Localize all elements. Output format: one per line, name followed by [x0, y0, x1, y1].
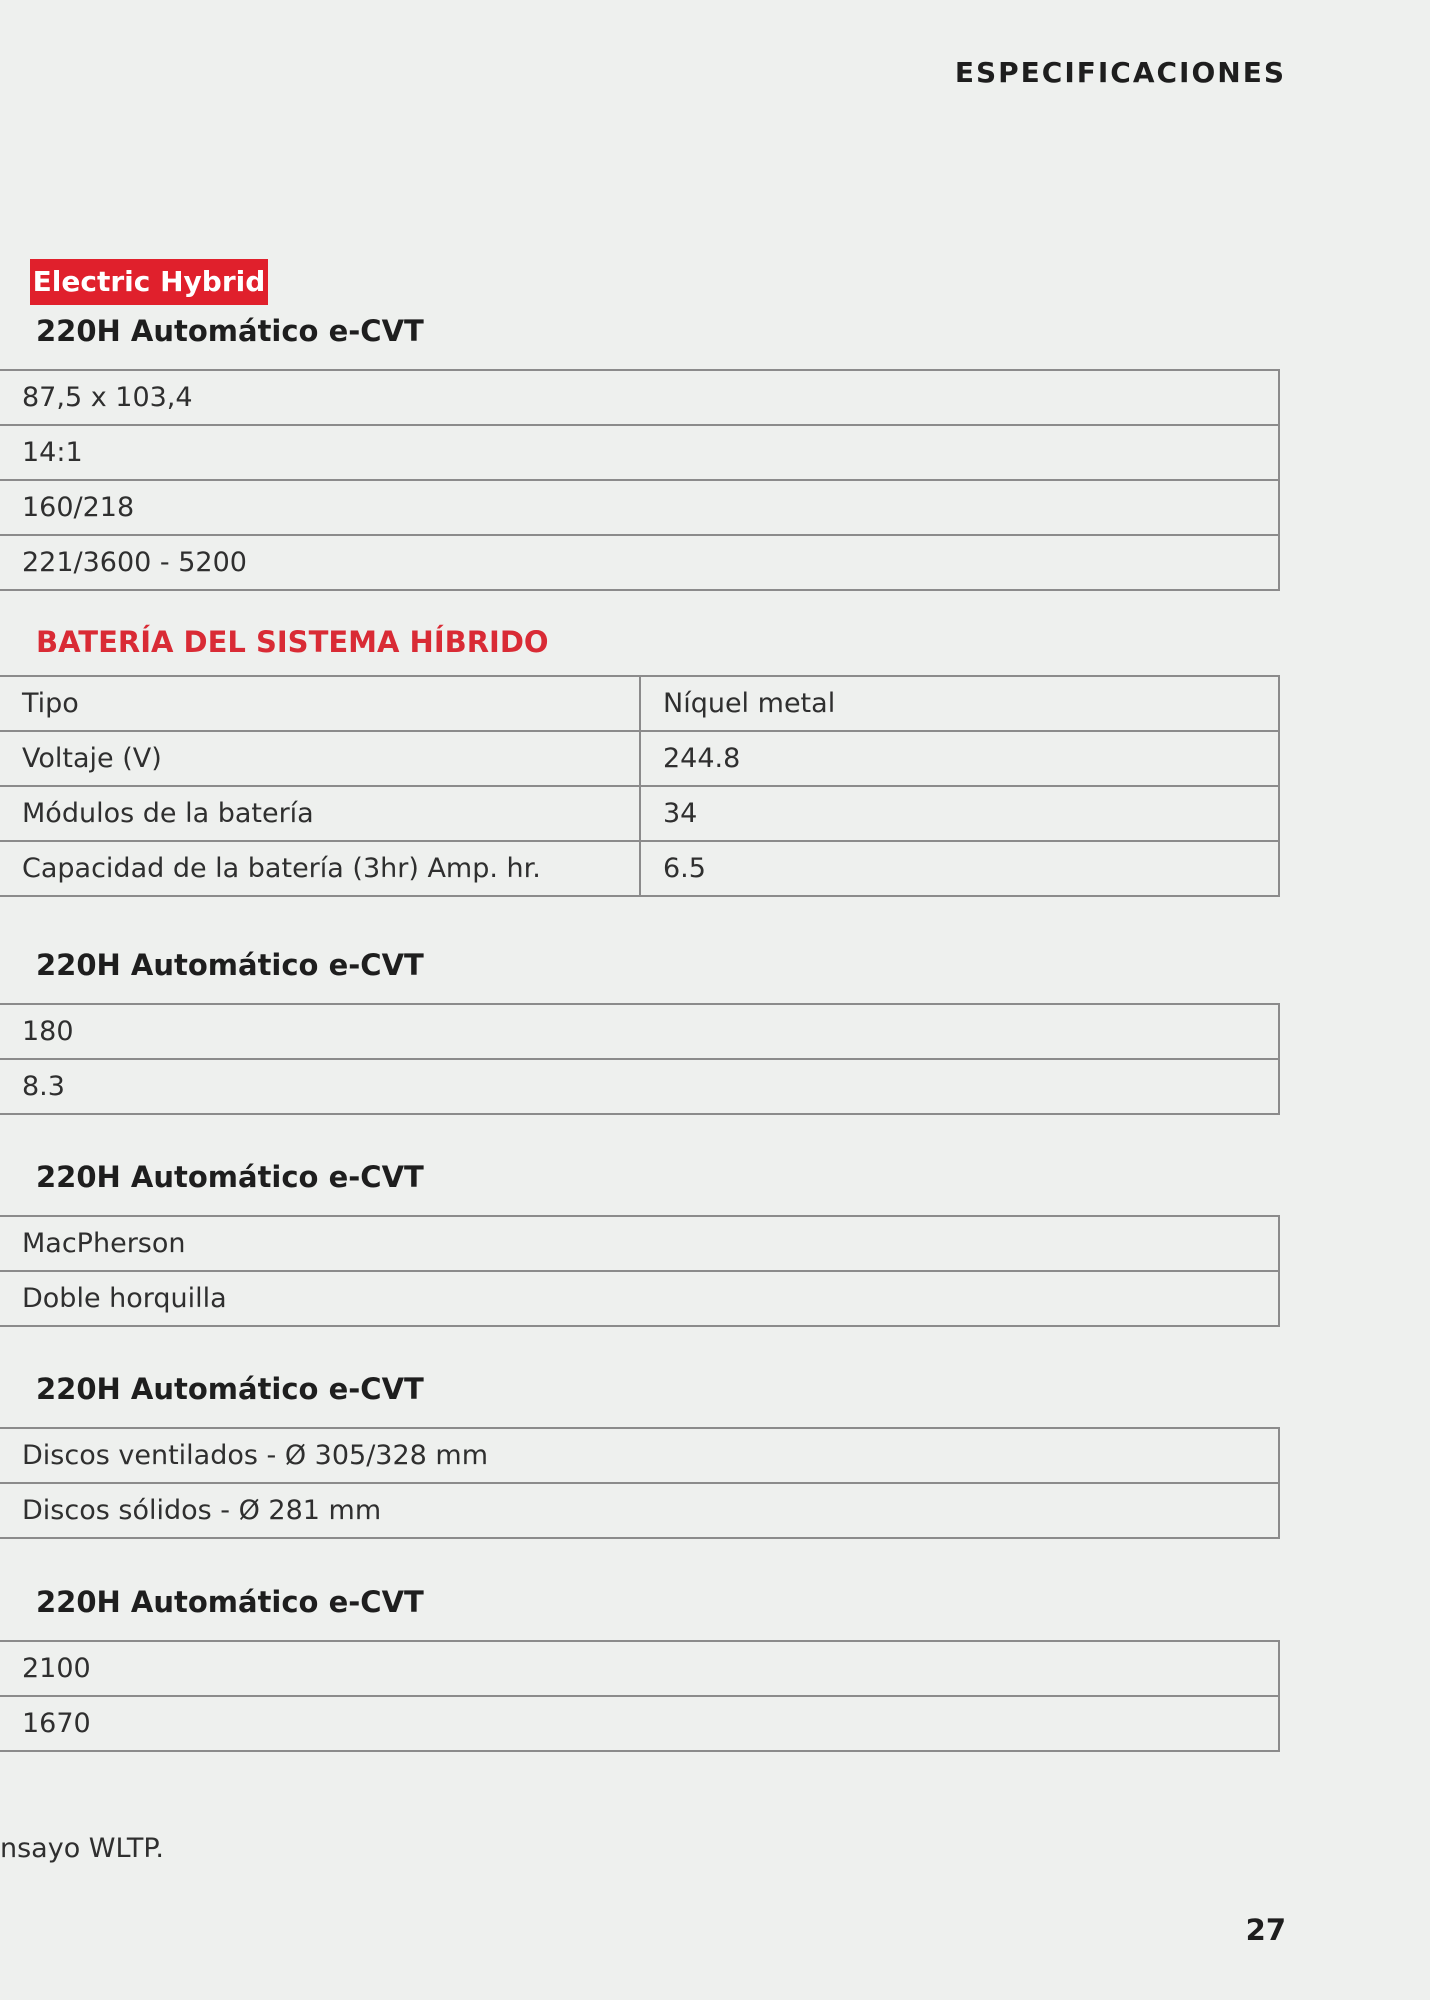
spec-value: 34	[640, 786, 1279, 841]
suspension-spec-table	[0, 1215, 1280, 1327]
weights-section-title: 220H Automático e-CVT	[36, 1585, 424, 1619]
brakes-section-title: 220H Automático e-CVT	[36, 1372, 424, 1406]
table-cell: 87,5 x 103,4	[0, 370, 1279, 425]
table-cell: MacPherson	[0, 1216, 1279, 1271]
table-cell: 221/3600 - 5200	[0, 535, 1279, 590]
spec-label: Voltaje (V)	[0, 731, 640, 786]
table-row	[0, 1059, 1279, 1114]
spec-label: Tipo	[0, 676, 640, 731]
table-row	[0, 1004, 1279, 1059]
spec-label: Capacidad de la batería (3hr) Amp. hr.	[0, 841, 640, 896]
suspension-section-title: 220H Automático e-CVT	[36, 1160, 424, 1194]
footnote: nsayo WLTP.	[0, 1833, 164, 1864]
table-row	[0, 480, 1279, 535]
table-cell: 2100	[0, 1641, 1279, 1696]
table-row	[0, 1483, 1279, 1538]
table-row	[0, 1428, 1279, 1483]
table-cell: 180	[0, 1004, 1279, 1059]
table-row	[0, 1641, 1279, 1696]
spec-value: Níquel metal	[640, 676, 1279, 731]
performance-section-title: 220H Automático e-CVT	[36, 948, 424, 982]
table-row	[0, 425, 1279, 480]
table-row	[0, 786, 1279, 841]
brakes-spec-table	[0, 1427, 1280, 1539]
table-cell: 160/218	[0, 480, 1279, 535]
table-row	[0, 535, 1279, 590]
table-cell: 1670	[0, 1696, 1279, 1751]
table-row	[0, 731, 1279, 786]
engine-spec-table	[0, 369, 1280, 591]
table-row	[0, 676, 1279, 731]
table-cell: Discos sólidos - Ø 281 mm	[0, 1483, 1279, 1538]
page-header-title: ESPECIFICACIONES	[954, 56, 1286, 89]
table-row	[0, 1216, 1279, 1271]
table-cell: 8.3	[0, 1059, 1279, 1114]
electric-hybrid-badge: Electric Hybrid	[30, 259, 268, 305]
weights-spec-table	[0, 1640, 1280, 1752]
battery-section-title: BATERÍA DEL SISTEMA HÍBRIDO	[36, 625, 549, 659]
table-row	[0, 370, 1279, 425]
spec-value: 244.8	[640, 731, 1279, 786]
table-cell: Discos ventilados - Ø 305/328 mm	[0, 1428, 1279, 1483]
table-row	[0, 1696, 1279, 1751]
spec-label: Módulos de la batería	[0, 786, 640, 841]
table-cell: 14:1	[0, 425, 1279, 480]
performance-spec-table	[0, 1003, 1280, 1115]
page-number: 27	[1245, 1913, 1286, 1947]
engine-section-title: 220H Automático e-CVT	[36, 314, 424, 348]
table-row	[0, 841, 1279, 896]
table-cell: Doble horquilla	[0, 1271, 1279, 1326]
spec-value: 6.5	[640, 841, 1279, 896]
battery-spec-table	[0, 675, 1280, 897]
table-row	[0, 1271, 1279, 1326]
